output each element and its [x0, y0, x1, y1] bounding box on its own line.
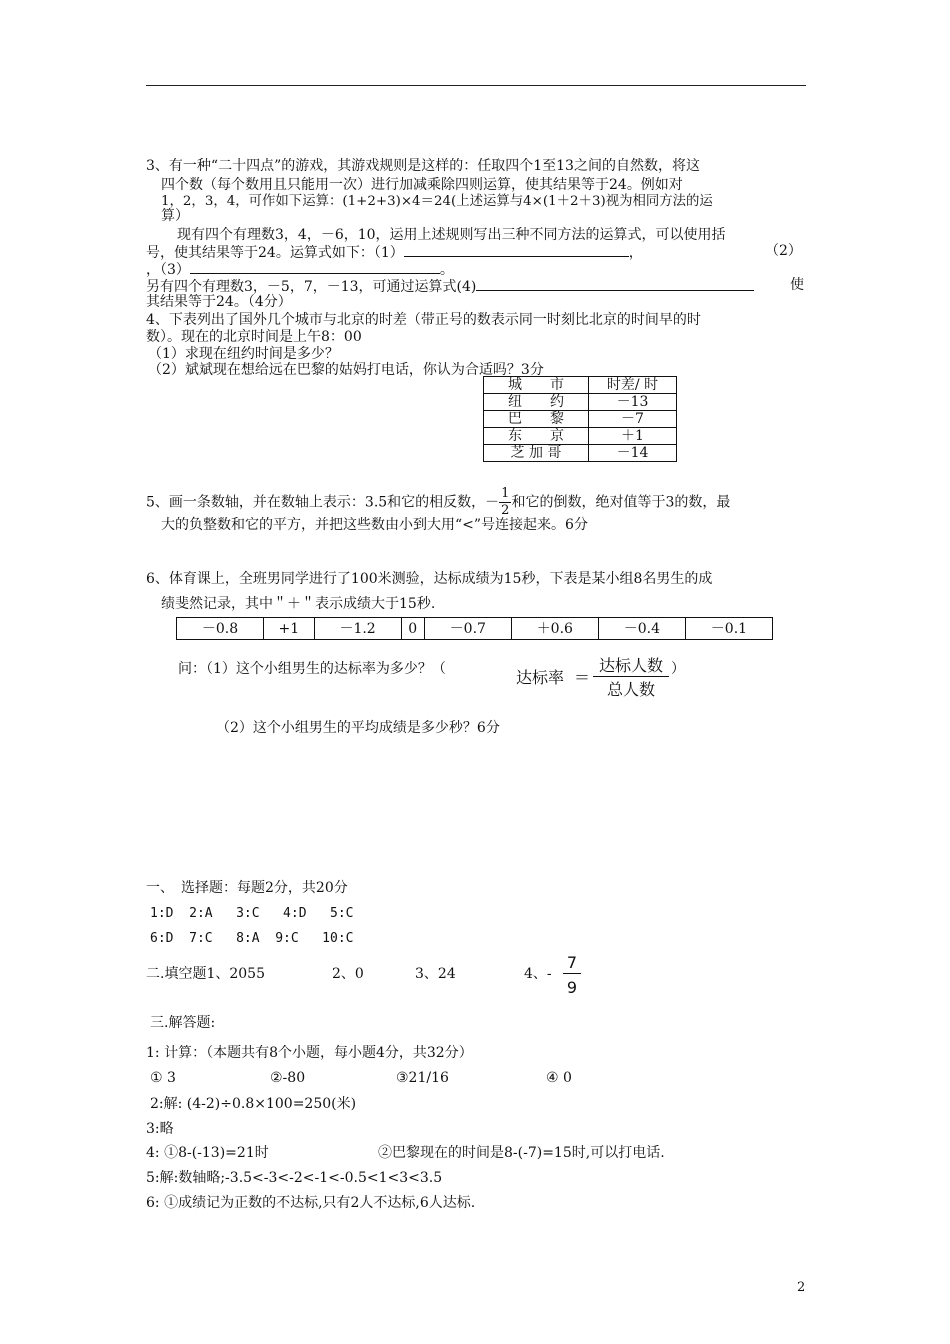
answers-section1-title: 一、 选择题：每题2分，共20分 [146, 880, 348, 896]
q4-line2: 数）。现在的北京时间是上午8：00 [146, 329, 362, 345]
q3-line8-text: 另有四个有理数3，－5，7，－13，可通过运算式(4) [146, 279, 477, 295]
q5-text-b: 和它的倒数，绝对值等于3的数，最 [511, 494, 731, 511]
q6-line1: 6、体育课上，全班男同学进行了100米测验，达标成绩为15秒，下表是某小组8名男生的成 [146, 571, 713, 587]
answers-section3-title: 三.解答题: [150, 1015, 216, 1031]
answer-blank-3[interactable] [190, 260, 440, 274]
answer-frac-num: 7 [563, 953, 581, 974]
table-row [484, 411, 677, 428]
score-cell: －0.1 [685, 618, 772, 640]
answer-1-4: ④ 0 [546, 1070, 572, 1086]
table-row [484, 445, 677, 462]
offset-cell: －14 [589, 445, 677, 462]
answer-blank-1[interactable] [404, 243, 629, 257]
header-rule [146, 85, 806, 86]
answer-5: 5:解:数轴略;-3.5<-3<-2<-1<-0.5<1<3<3.5 [146, 1170, 443, 1186]
score-cell: －1.2 [314, 618, 401, 640]
score-cell: +1 [264, 618, 315, 640]
timezone-table [483, 376, 677, 462]
q3-line8-end: 使 [790, 277, 804, 293]
city-cell: 东 京 [484, 428, 589, 445]
q4-sub2: （2）斌斌现在想给远在巴黎的姑妈打电话，你认为合适吗？3分 [148, 362, 544, 378]
table-header-row [484, 377, 677, 394]
offset-cell: －13 [589, 394, 677, 411]
q3-period: 。 [439, 262, 454, 278]
answer-4b: ②巴黎现在的时间是8-(-7)=15时,可以打电话. [378, 1145, 665, 1161]
score-row [177, 618, 773, 640]
q5-line2: 大的负整数和它的平方，并把这些数由小到大用“<”号连接起来。6分 [161, 517, 588, 533]
rate-denominator: 总人数 [606, 680, 655, 699]
q6-ask1-close: ） [671, 661, 685, 677]
fraction-num: 1 [501, 486, 510, 501]
offset-cell: －7 [589, 411, 677, 428]
q5-text-a: 5、画一条数轴，并在数轴上表示：3.5和它的相反数，－ [146, 494, 500, 511]
fraction-den: 2 [501, 503, 510, 518]
table-row [484, 394, 677, 411]
q3-line5: 现有四个有理数3，4，－6，10，运用上述规则写出三种不同方法的运算式，可以使用括 [177, 227, 726, 243]
answer-3: 3:略 [146, 1121, 174, 1137]
q5-line1 [146, 486, 730, 519]
answer-1-2: ②-80 [270, 1070, 306, 1086]
q3-label-2: （2） [765, 243, 802, 259]
rate-numerator: 达标人数 [593, 656, 669, 677]
answers-fill-3: 3、24 [415, 966, 456, 982]
q3-line2: 四个数（每个数用且只能用一次）进行加减乘除四则运算，使其结果等于24。例如对 [161, 177, 683, 193]
score-cell: －0.7 [424, 618, 511, 640]
city-cell: 纽 约 [484, 394, 589, 411]
q6-ask1: 问：（1）这个小组男生的达标率为多少？（ [178, 661, 446, 677]
q3-line9: 其结果等于24。（4分） [146, 294, 292, 310]
q6-ask2: （2）这个小组男生的平均成绩是多少秒？6分 [216, 720, 500, 736]
answer-1-3: ③21/16 [396, 1070, 449, 1086]
answers-mc-row1: 1:D 2:A 3:C 4:D 5:C [150, 906, 354, 921]
answers-fill-4: 4、- [524, 966, 552, 982]
city-cell: 芝 加 哥 [484, 445, 589, 462]
answer-6: 6: ①成绩记为正数的不达标,只有2人不达标,6人达标. [146, 1195, 476, 1211]
header-city: 城 市 [484, 377, 589, 394]
q4-sub1: （1）求现在纽约时间是多少？ [148, 346, 339, 362]
header-offset: 时差/ 时 [589, 377, 677, 394]
q3-line3: 1，2，3，4，可作如下运算：(1+2+3)×4＝24(上述运算与4×(1＋2＋3)视为相同方法的运 [161, 194, 713, 209]
answer-blank-4[interactable] [476, 277, 754, 291]
rate-equals: ＝ [574, 668, 591, 687]
answer-2: 2:解: (4-2)÷0.8×100=250(米) [150, 1096, 357, 1112]
rate-label: 达标率 [516, 668, 565, 687]
answer-frac-den: 9 [566, 978, 578, 997]
score-table [176, 617, 773, 640]
q6-line2: 绩斐然记录，其中＂＋＂表示成绩大于15秒. [161, 596, 436, 612]
answers-fill-2: 2、0 [332, 966, 364, 982]
q3-comma: ， [628, 245, 643, 261]
q3-line4: 算） [161, 208, 189, 224]
answer-1-1: ① 3 [150, 1070, 176, 1086]
q3-line6-text: 号，使其结果等于24。运算式如下：（1） [146, 245, 404, 261]
score-cell: －0.8 [177, 618, 264, 640]
answer-4a: 4: ①8-(-13)=21时 [146, 1145, 269, 1161]
answers-fill-1: 二.填空题1、2055 [146, 966, 265, 982]
answer-1: 1: 计算：（本题共有8个小题，每小题4分，共32分） [146, 1045, 473, 1061]
city-cell: 巴 黎 [484, 411, 589, 428]
q3-line1: 3、有一种“二十四点”的游戏，其游戏规则是这样的：任取四个1至13之间的自然数，将这 [146, 158, 700, 174]
score-cell: 0 [401, 618, 424, 640]
fraction-one-half [499, 486, 511, 519]
q3-label-3: ，（3） [146, 262, 190, 278]
q4-line1: 4、下表列出了国外几个城市与北京的时差（带正号的数表示同一时刻比北京的时间早的时 [146, 312, 701, 328]
offset-cell: ＋1 [589, 428, 677, 445]
page-number: 2 [797, 1280, 806, 1295]
score-cell: ＋0.6 [511, 618, 598, 640]
answers-mc-row2: 6:D 7:C 8:A 9:C 10:C [150, 931, 354, 946]
score-cell: －0.4 [598, 618, 685, 640]
table-row [484, 428, 677, 445]
